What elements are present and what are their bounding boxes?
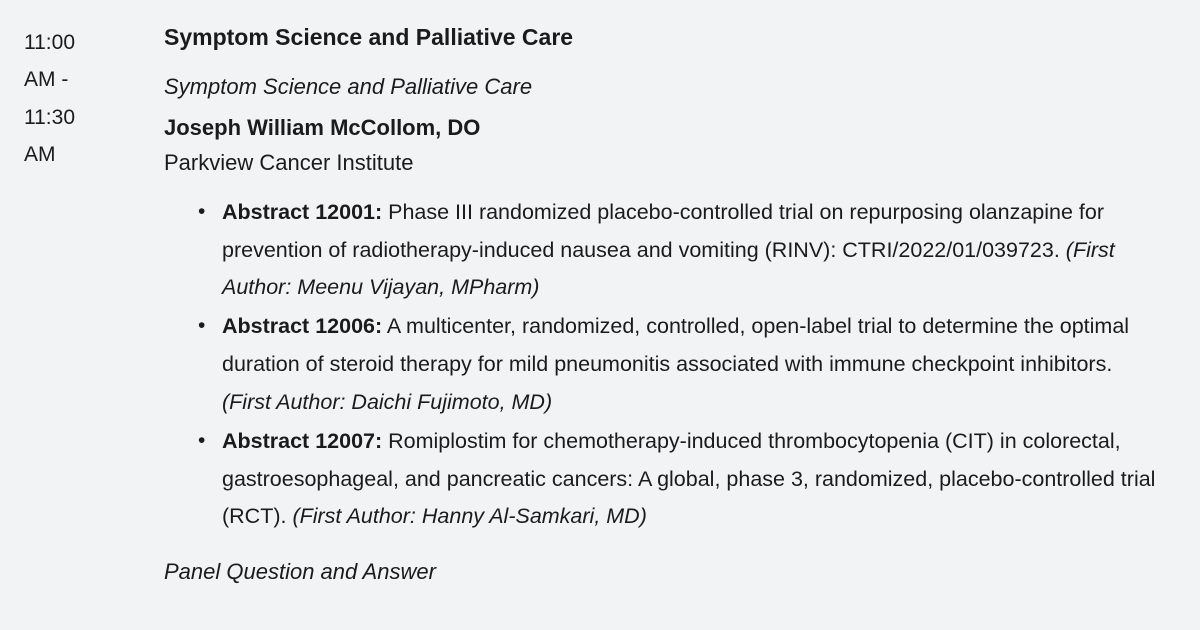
session-time-line-4: AM xyxy=(24,143,56,167)
list-item xyxy=(222,194,1176,307)
abstract-list xyxy=(164,194,1176,536)
abstract-author: (First Author: Hanny Al-Samkari, MD) xyxy=(292,504,647,529)
abstract-author: (First Author: Meenu Vijayan, MPharm) xyxy=(222,237,1115,300)
panel-question-answer: Panel Question and Answer xyxy=(164,559,436,585)
session-time-line-1: 11:00 xyxy=(24,31,75,54)
speaker-name: Joseph William McCollom, DO xyxy=(164,114,481,140)
session-title: Symptom Science and Palliative Care xyxy=(164,24,574,50)
session-content xyxy=(146,22,1176,587)
session-time-line-3: 11:30 xyxy=(24,105,75,129)
abstract-author: (First Author: Daichi Fujimoto, MD) xyxy=(222,389,553,414)
session-time xyxy=(24,22,146,587)
abstract-label: Abstract 12006: xyxy=(222,314,383,339)
abstract-text: Romiplostim for chemotherapy-induced thrombocytopenia (CIT) in colorectal, gastroesophageal, and pancreatic cancers: A global, phase 3, randomized, placebo-controlled trial (RCT). xyxy=(222,428,1156,529)
abstract-text: Phase III randomized placebo-controlled trial on repurposing olanzapine for prevention of radiotherapy-induced nausea and vomiting (RINV): CTRI/2022/01/039723. xyxy=(222,199,1105,262)
session-time-line-2: AM - xyxy=(24,68,69,92)
abstract-label: Abstract 12007: xyxy=(222,428,383,453)
speaker-affiliation: Parkview Cancer Institute xyxy=(164,150,414,176)
abstract-label: Abstract 12001: xyxy=(222,199,383,224)
list-item xyxy=(222,423,1176,536)
session-subtitle: Symptom Science and Palliative Care xyxy=(164,74,533,100)
abstract-text: A multicenter, randomized, controlled, open-label trial to determine the optimal duration of steroid therapy for mild pneumonitis associated with immune checkpoint inhibitors. xyxy=(222,314,1130,377)
list-item xyxy=(222,308,1176,421)
